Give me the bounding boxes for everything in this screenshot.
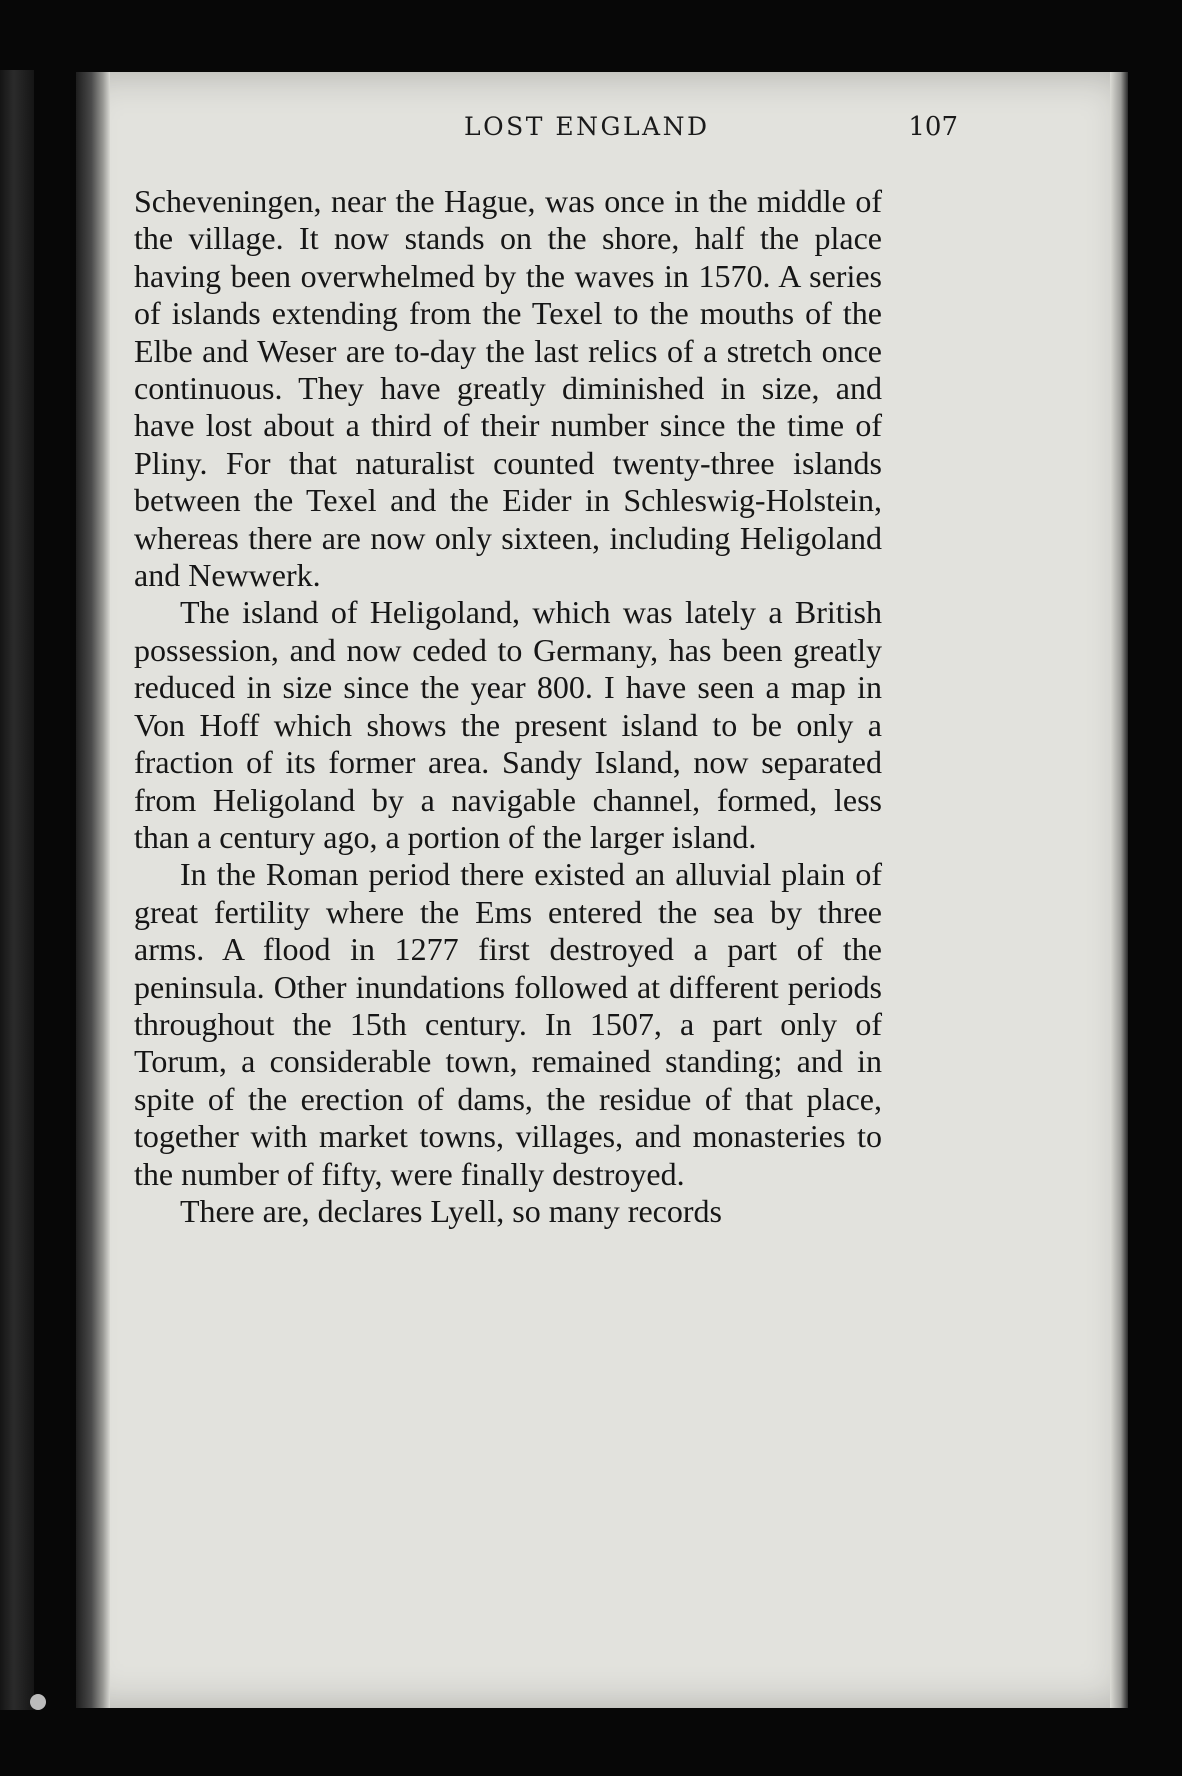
paragraph-lyell: There are, declares Lyell, so many records — [180, 1192, 722, 1229]
running-title: LOST ENGLAND — [464, 112, 710, 141]
adjacent-page-edge — [0, 70, 34, 1710]
body-text — [134, 183, 882, 1230]
page-number: 107 — [908, 112, 958, 142]
page-gutter-shadow — [76, 72, 110, 1708]
paragraph-scheveningen: Scheveningen, near the Hague, was once in the middle of the village. It now stands on the shore, half the place having been overwhelmed by the waves in 1570. A series of islands extending from the Texel to the mouths of the Elbe and Weser are to-day the last relics of a stretch once continuous. They have greatly diminished in size, and have lost about a third of their number since the time of Pliny. For that naturalist counted twenty-three islands between the Texel and the Eider in Schleswig-Holstein, whereas there are now only sixteen, including Heligoland and Newwerk. — [134, 183, 882, 594]
page-right-edge — [1110, 72, 1128, 1708]
paragraph-roman-period: In the Roman period there existed an alluvial plain of great fertility where the Ems entered the sea by three arms. A flood in 1277 first destroyed a part of the peninsula. Other inundations followed at different periods throughout the 15th century. In 1507, a part only of Torum, a considerable town, remained standing; and in spite of the erection of dams, the residue of that place, together with market towns, villages, and monasteries to the number of fifty, were finally destroyed. — [134, 856, 882, 1192]
page-header — [128, 112, 958, 148]
paragraph-heligoland: The island of Heligoland, which was lately a British possession, and now ceded to Germany, has been greatly reduced in size since the year 800. I have seen a map in Von Hoff which shows the present island to be only a fraction of its former area. Sandy Island, now separated from Heligoland by a navigable channel, formed, less than a century ago, a portion of the larger island. — [134, 594, 882, 855]
scan-artifact-dot — [30, 1694, 46, 1710]
